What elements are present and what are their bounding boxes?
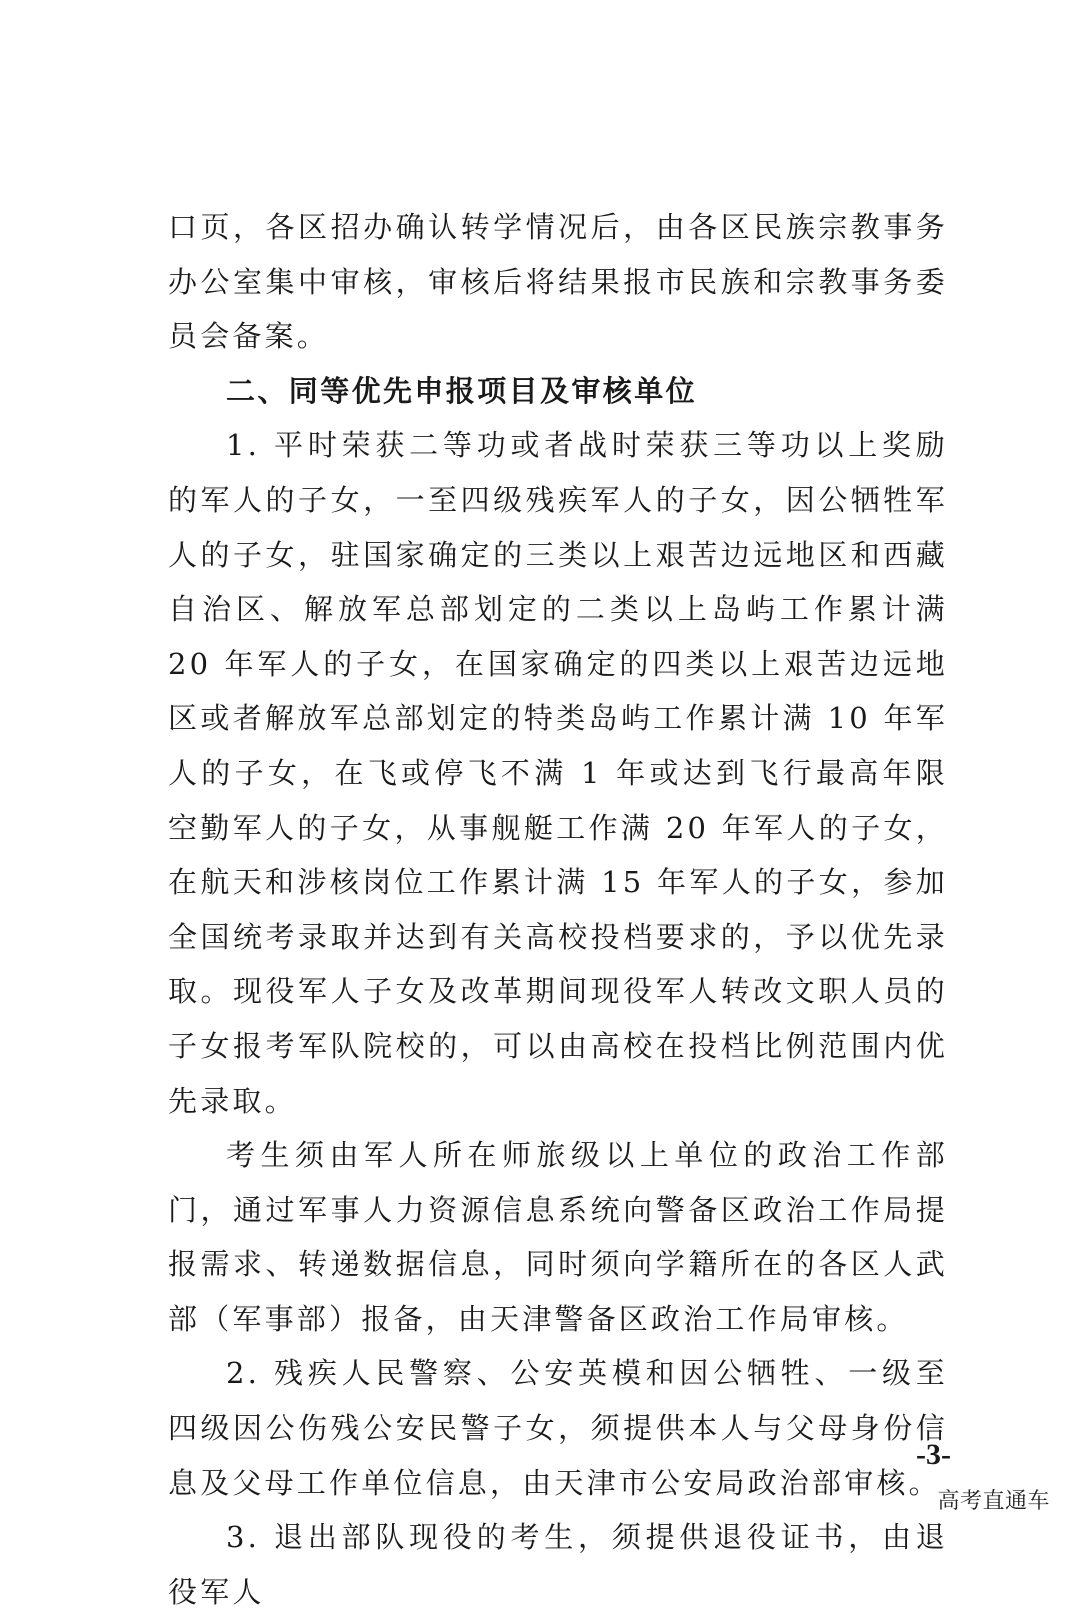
paragraph-item-2: 2. 残疾人民警察、公安英模和因公牺牲、一级至四级因公伤残公安民警子女，须提供本人与父母身份信息及父母工作单位信息，由天津市公安局政治部审核。 — [168, 1356, 948, 1500]
paragraph-item-1: 1. 平时荣获二等功或者战时荣获三等功以上奖励的军人的子女，一至四级残疾军人的子女，因公牺牲军人的子女，驻国家确定的三类以上艰苦边远地区和西藏自治区、解放军总部划定的二类以上岛屿工作累计满 20 年军人的子女，在国家确定的四类以上艰苦边远地区或者解放军总部划定的特类岛屿工作累计满 10 年军人的子女，在飞或停飞不满 1 年或达到飞行最高年限空勤军人的子女，从事舰艇工作满 20 年军人的子女，在航天和涉核岗位工作累计满 15 年军人的子女，参加全国统考录取并达到有关高校投档要求的，予以优先录取。现役军人子女及改革期间现役军人转改文职人员的子女报考军队院校的，可以由高校在投档比例范围内优先录取。 — [168, 428, 948, 1118]
page-number: -3- — [916, 1438, 951, 1471]
paragraph-continuation: 口页，各区招办确认转学情况后，由各区民族宗教事务办公室集中审核，审核后将结果报市民族和宗教事务委员会备案。 — [168, 210, 948, 354]
paragraph-examinee-requirements: 考生须由军人所在师旅级以上单位的政治工作部门，通过军事人力资源信息系统向警备区政治工作局提报需求、转递数据信息，同时须向学籍所在的各区人武部（军事部）报备，由天津警备区政治工作局审核。 — [168, 1138, 948, 1336]
watermark-label: 高考直通车 — [937, 1489, 1050, 1514]
section-heading: 二、同等优先申报项目及审核单位 — [226, 373, 698, 408]
document-body — [168, 200, 948, 1619]
paragraph-item-3: 3. 退出部队现役的考生，须提供退役证书，由退役军人 — [168, 1520, 948, 1609]
